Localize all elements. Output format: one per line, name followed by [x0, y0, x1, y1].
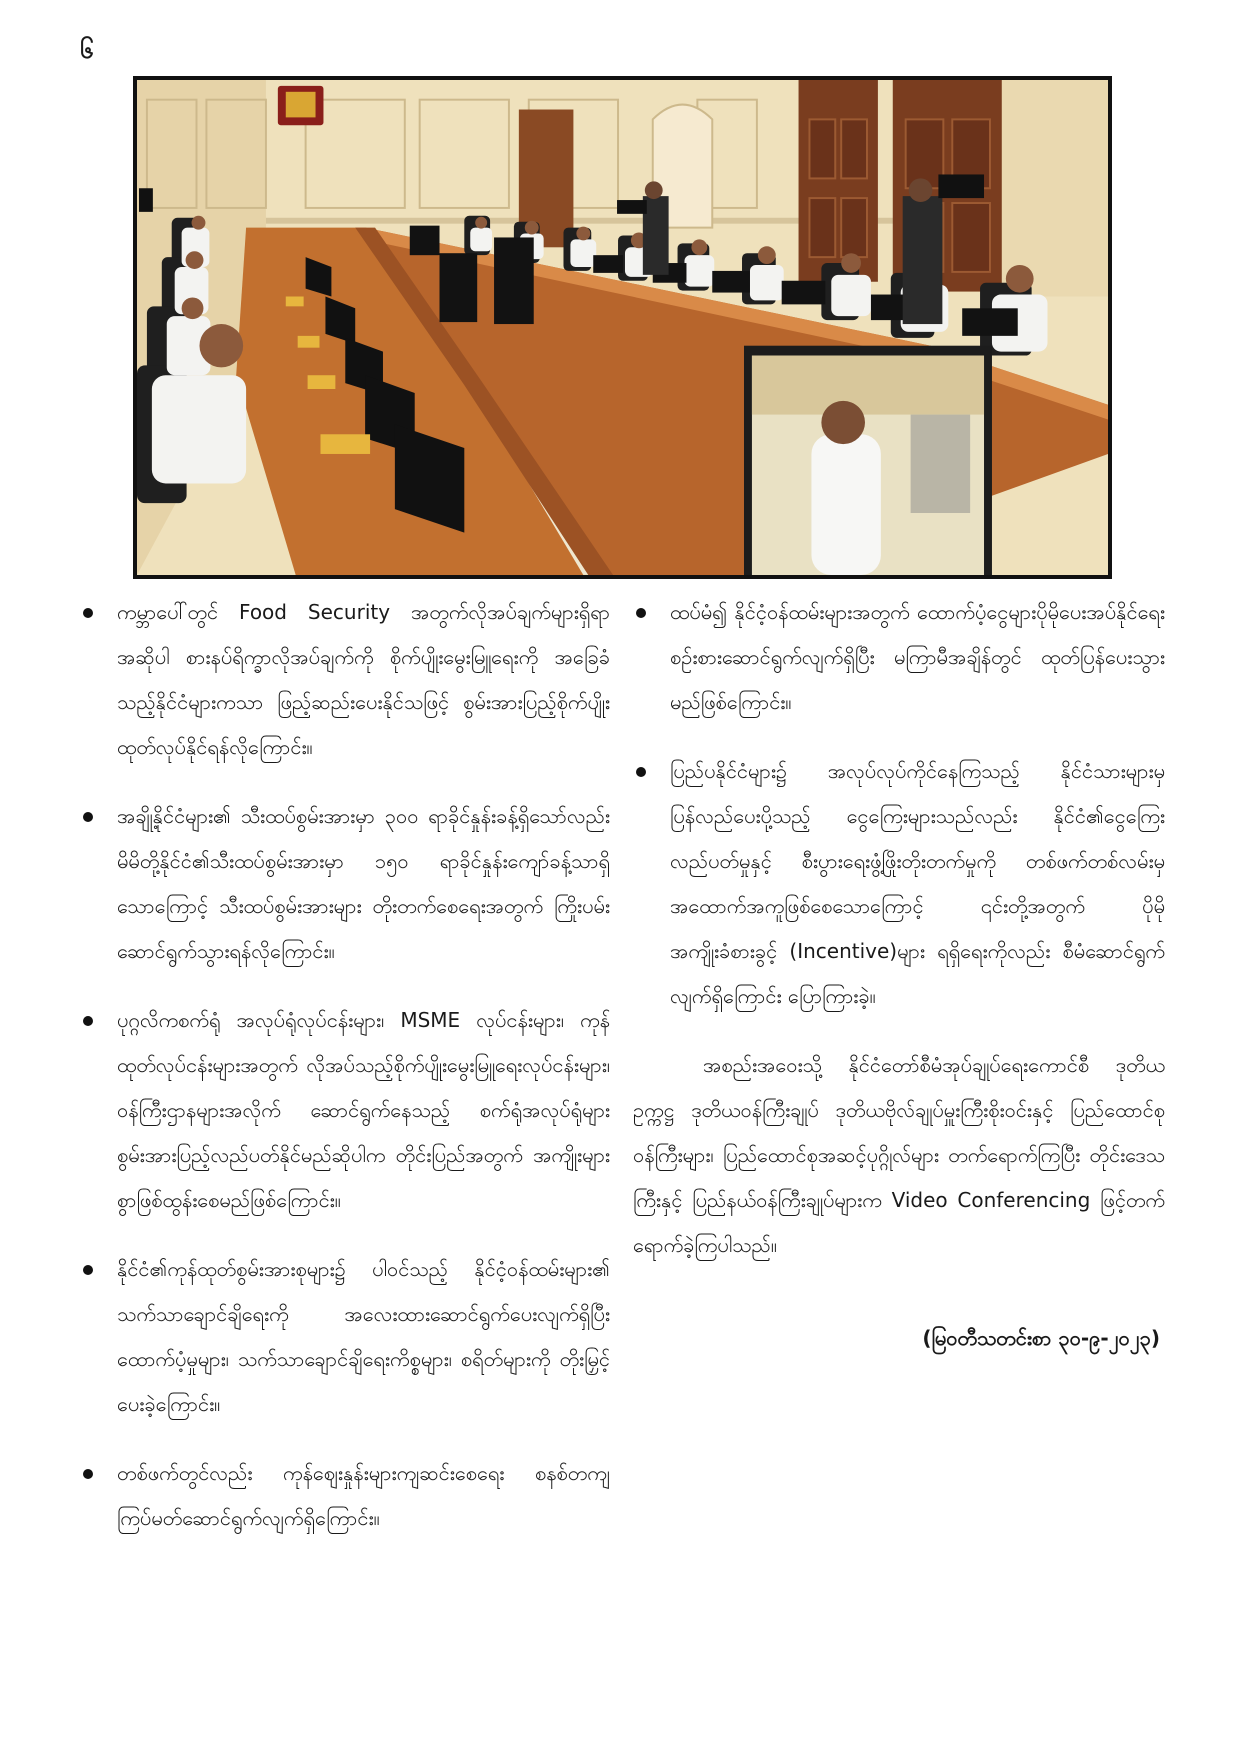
- bullet-icon: [83, 1265, 93, 1275]
- list-item: [80, 794, 610, 974]
- bullet-text: ပုဂ္ဂလိကစက်ရုံ အလုပ်ရုံလုပ်ငန်းများ၊ MSME လုပ်ငန်းများ၊ ကုန်ထုတ်လုပ်ငန်းများအတွက် လိုအပ်သည့်စိုက်ပျိုးမွေးမြူရေးလုပ်ငန်းများ၊ ဝန်ကြီးဌာနများအလိုက် ဆောင်ရွက်နေသည့် စက်ရုံအလုပ်ရုံများ စွမ်းအားပြည့်လည်ပတ်နိုင်မည်ဆိုပါက တိုင်းပြည်အတွက် အကျိုးများစွာဖြစ်ထွန်းစေမည်ဖြစ်ကြောင်း။: [117, 1008, 610, 1212]
- list-item: [80, 590, 610, 770]
- bullet-icon: [636, 767, 646, 777]
- bullet-icon: [83, 1469, 93, 1479]
- list-item: [633, 749, 1165, 1019]
- bullet-icon: [83, 812, 93, 822]
- list-item: [80, 1247, 610, 1427]
- source-citation: (မြဝတီသတင်းစာ ၃၀-၉-၂၀၂၃): [922, 1326, 1160, 1350]
- list-item: [80, 998, 610, 1223]
- bullet-text: အချို့နိုင်ငံများ၏ သီးထပ်စွမ်းအားမှာ ၃၀၀ ရာခိုင်နှုန်းခန့်ရှိသော်လည်း မိမိတို့နိုင်ငံ၏သီးထပ်စွမ်းအားမှာ ၁၅၀ ရာခိုင်နှုန်းကျော်ခန့်သာရှိသောကြောင့် သီးထပ်စွမ်းအားများ တိုးတက်စေရေးအတွက် ကြိုးပမ်းဆောင်ရွက်သွားရန်လိုကြောင်း။: [117, 804, 610, 963]
- bullet-text: တစ်ဖက်တွင်လည်း ကုန်ဈေးနှုန်းများကျဆင်းစေရေး စနစ်တကျ ကြပ်မတ်ဆောင်ရွက်လျက်ရှိကြောင်း။: [117, 1461, 610, 1530]
- list-item: [80, 1451, 610, 1541]
- bullet-icon: [636, 608, 646, 618]
- bullet-text: ကမ္ဘာပေါ်တွင် Food Security အတွက်လိုအပ်ချက်များရှိရာ အဆိုပါ စားနပ်ရိက္ခာလိုအပ်ချက်ကို စိုက်ပျိုးမွေးမြူရေးကို အခြေခံသည့်နိုင်ငံများကသာ ဖြည့်ဆည်းပေးနိုင်သဖြင့် စွမ်းအားပြည့်စိုက်ပျိုးထုတ်လုပ်နိုင်ရန်လိုကြောင်း။: [117, 600, 610, 759]
- list-item: [633, 590, 1165, 725]
- bullet-icon: [83, 1016, 93, 1026]
- page-number: ၆: [80, 36, 94, 64]
- meeting-photo: [133, 76, 1112, 579]
- bullet-text: ပြည်ပနိုင်ငံများ၌ အလုပ်လုပ်ကိုင်နေကြသည့် နိုင်ငံသားများမှ ပြန်လည်ပေးပို့သည့် ငွေကြေးများသည်လည်း နိုင်ငံ၏ငွေကြေးလည်ပတ်မှုနှင့် စီးပွားရေးဖွံ့ဖြိုးတိုးတက်မှုကို တစ်ဖက်တစ်လမ်းမှ အထောက်အကူဖြစ်စေသောကြောင့် ၎င်းတို့အတွက် ပိုမိုအကျိုးခံစားခွင့် (Incentive)များ ရရှိရေးကိုလည်း စီမံဆောင်ရွက်လျက်ရှိကြောင်း ပြောကြားခဲ့။: [670, 759, 1165, 1008]
- bullet-icon: [83, 608, 93, 618]
- right-column: [633, 590, 1165, 1361]
- closing-paragraph: အစည်းအဝေးသို့ နိုင်ငံတော်စီမံအုပ်ချုပ်ရေးကောင်စီ ဒုတိယဥက္ကဋ္ဌ ဒုတိယဝန်ကြီးချုပ် ဒုတိယဗိုလ်ချုပ်မှူးကြီးစိုးဝင်းနှင့် ပြည်ထောင်စုဝန်ကြီးများ၊ ပြည်ထောင်စုအဆင့်ပုဂ္ဂိုလ်များ တက်ရောက်ကြပြီး တိုင်းဒေသကြီးနှင့် ပြည်နယ်ဝန်ကြီးချုပ်များက Video Conferencing ဖြင့်တက်ရောက်ခဲ့ကြပါသည်။: [633, 1053, 1165, 1257]
- bullet-text: နိုင်ငံ၏ကုန်ထုတ်စွမ်းအားစုများ၌ ပါဝင်သည့် နိုင်ငံ့ဝန်ထမ်းများ၏ သက်သာချောင်ချိရေးကို အလေးထားဆောင်ရွက်ပေးလျက်ရှိပြီး ထောက်ပံ့မှုများ၊ သက်သာချောင်ချိရေးကိစ္စများ၊ စရိတ်များကို တိုးမြှင့်ပေးခဲ့ကြောင်း။: [117, 1257, 610, 1416]
- left-column: [80, 590, 610, 1565]
- bullet-text: ထပ်မံ၍ နိုင်ငံ့ဝန်ထမ်းများအတွက် ထောက်ပံ့ငွေများပိုမိုပေးအပ်နိုင်ရေး စဉ်းစားဆောင်ရွက်လျက်ရှိပြီး မကြာမီအချိန်တွင် ထုတ်ပြန်ပေးသွားမည်ဖြစ်ကြောင်း။: [670, 600, 1165, 714]
